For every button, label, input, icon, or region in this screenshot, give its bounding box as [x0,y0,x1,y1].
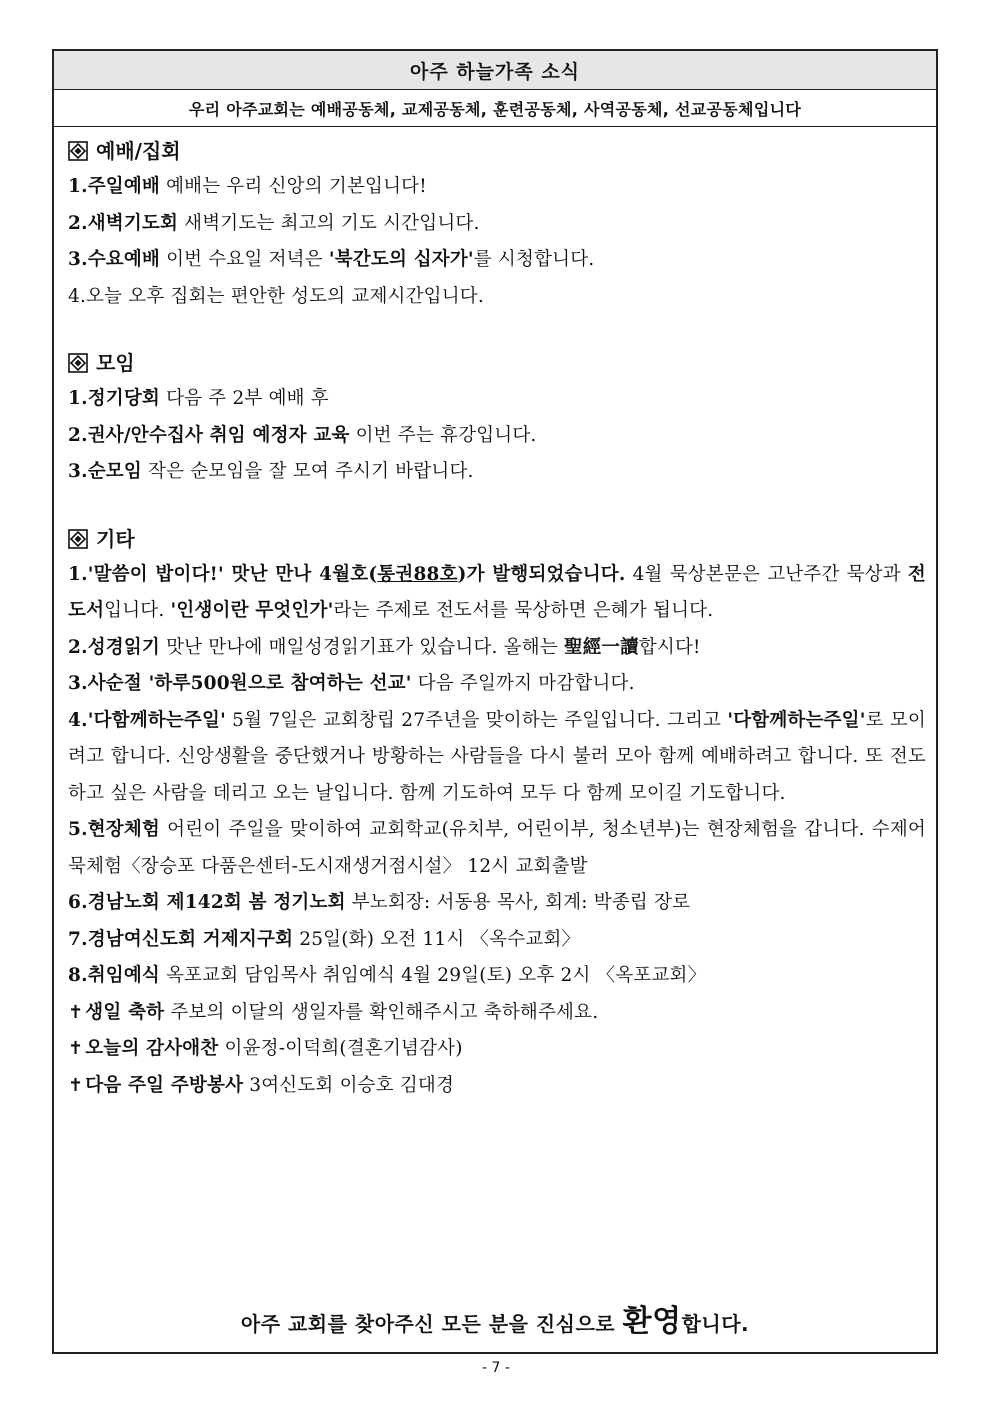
list-item: 1.주일예배 예배는 우리 신앙의 기본입니다! [68,176,427,197]
spacer [68,315,926,345]
section-diamond-icon [68,141,88,161]
list-item: 6.경남노회 제142회 봄 정기노회 부노회장: 서동용 목사, 회계: 박종립 장로 [68,892,691,913]
list-item: 2.새벽기도회 새벽기도는 최고의 기도 시간입니다. [68,212,480,234]
spacer [68,491,926,521]
list-item: 3.사순절 '하루500원으로 참여하는 선교' 다음 주일까지 마감합니다. [68,673,635,694]
list-item: 8.취임예식 옥포교회 담임목사 취임예식 4월 29일(토) 오후 2시 〈옥포교회〉 [68,965,707,986]
newsletter-content [54,127,936,1104]
section-meetings-heading [68,345,926,381]
list-item: 2.성경읽기 맛난 만나에 매일성경읽기표가 있습니다. 올해는 聖經一讀합시다! [68,636,701,658]
newsletter-frame [52,49,938,1354]
list-item: ✝ 다음 주일 주방봉사 3여신도회 이승호 김대경 [68,1068,926,1105]
page-subtitle-text: 우리 아주교회는 예배공동체, 교제공동체, 훈련공동체, 사역공동체, 선교공동체입니다 [188,99,802,119]
list-item: 4.'다함께하는주일' 5월 7일은 교회창립 27주년을 맞이하는 주일입니다. 그리고 '다함께하는주일'로 모이려고 합니다. 신앙생활을 중단했거나 방황하는 사람들을 다시 불러 모아 함께 예배하려고 합니다. 또 전도하고 싶은 사람을 데리고 오는 날입니다. 함께 기도하여 모두 다 함께 모이길 기도합니다. [68,709,927,804]
page-title-text: 아주 하늘가족 소식 [409,60,581,83]
page-subtitle [54,90,936,127]
list-item: ✝ 오늘의 감사애찬 이윤정-이덕희(결혼기념감사) [68,1031,926,1068]
list-item: 1.'말씀이 밥이다!' 맛난 만나 4월호(통권88호)가 발행되었습니다. 4월 묵상본문은 고난주간 묵상과 전도서입니다. '인생이란 무엇인가'라는 주제로 전도서를 묵상하면 은혜가 됩니다. [68,563,926,621]
section-meetings-title: 모임 [96,351,135,375]
section-worship-heading [68,133,926,169]
section-etc-heading [68,521,926,557]
list-item: 7.경남여신도회 거제지구회 25일(화) 오전 11시 〈옥수교회〉 [68,928,581,950]
cross-icon: ✝ [68,1038,84,1059]
cross-icon: ✝ [68,1074,84,1096]
list-item: 3.순모임 작은 순모임을 잘 모여 주시기 바랍니다. [68,461,474,482]
section-diamond-icon [68,529,88,549]
page-title [54,51,936,90]
list-item: ✝ 생일 축하 주보의 이달의 생일자를 확인해주시고 축하해주세요. [68,995,926,1032]
list-item: 4.오늘 오후 집회는 편안한 성도의 교제시간입니다. [68,285,484,307]
list-item: 2.권사/안수집사 취임 예정자 교육 이번 주는 휴강입니다. [68,424,537,446]
list-item: 3.수요예배 이번 수요일 저녁은 '북간도의 십자가'를 시청합니다. [68,249,595,270]
section-etc-title: 기타 [96,526,135,551]
list-item: 1.정기당회 다음 주 2부 예배 후 [68,388,329,409]
page-number: - 7 - [482,1360,510,1376]
list-item: 5.현장체험 어린이 주일을 맞이하여 교회학교(유치부, 어린이부, 청소년부)는 현장체험을 갑니다. 수제어묵체험〈장승포 다품은센터-도시재생거점시설〉 12시 교회출발 [68,819,926,877]
cross-icon: ✝ [68,1001,84,1023]
welcome-message: 아주 교회를 찾아주신 모든 분을 진심으로 환영합니다. [240,1304,750,1339]
welcome-emphasis: 환영 [622,1304,682,1339]
section-diamond-icon [68,353,88,373]
section-worship-title: 예배/집회 [96,139,181,163]
